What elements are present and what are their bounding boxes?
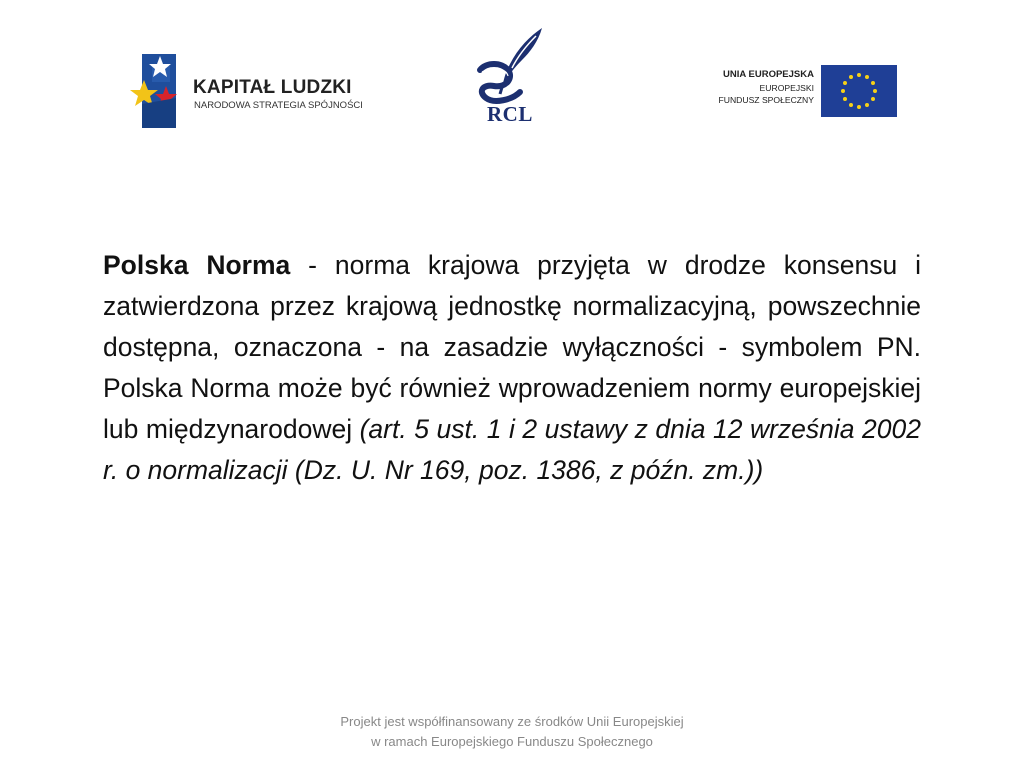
footer xyxy=(212,712,812,752)
eu-union-label: UNIA EUROPEJSKA xyxy=(723,69,814,80)
kapital-ludzki-subtitle: NARODOWA STRATEGIA SPÓJNOŚCI xyxy=(194,100,363,111)
kapital-ludzki-logo xyxy=(130,52,370,132)
rcl-logo xyxy=(472,26,556,130)
eu-text-block xyxy=(719,68,815,106)
footer-line-2: w ramach Europejskiego Funduszu Społecznego xyxy=(371,734,653,749)
definition-paragraph xyxy=(103,245,921,491)
kapital-ludzki-emblem-icon xyxy=(130,52,182,132)
eu-logo xyxy=(705,64,900,118)
rcl-text: RCL xyxy=(487,102,533,126)
eu-flag-icon xyxy=(821,65,897,117)
eu-fund-label-2: FUNDUSZ SPOŁECZNY xyxy=(718,95,814,105)
defined-term: Polska Norma xyxy=(103,250,291,280)
eu-fund-label-1: EUROPEJSKI xyxy=(759,83,814,93)
quill-icon xyxy=(472,26,556,104)
kapital-ludzki-title: KAPITAŁ LUDZKI xyxy=(193,77,352,98)
definition-text: - norma krajowa przyjęta w drodze konsensu i zatwierdzona przez krajową jednostkę normalizacyjną, powszechnie dostępna, oznaczona - na zasadzie wyłączności - symbolem PN. Polska Norma może być również wprowadzeniem normy europejskiej lub międzynarodowej xyxy=(103,250,921,444)
legal-citation: (art. 5 ust. 1 i 2 ustawy z dnia 12 września 2002 r. o normalizacji (Dz. U. Nr 169, poz. 1386, z późn. zm.)) xyxy=(103,414,921,485)
footer-line-1: Projekt jest współfinansowany ze środków Unii Europejskiej xyxy=(340,714,684,729)
